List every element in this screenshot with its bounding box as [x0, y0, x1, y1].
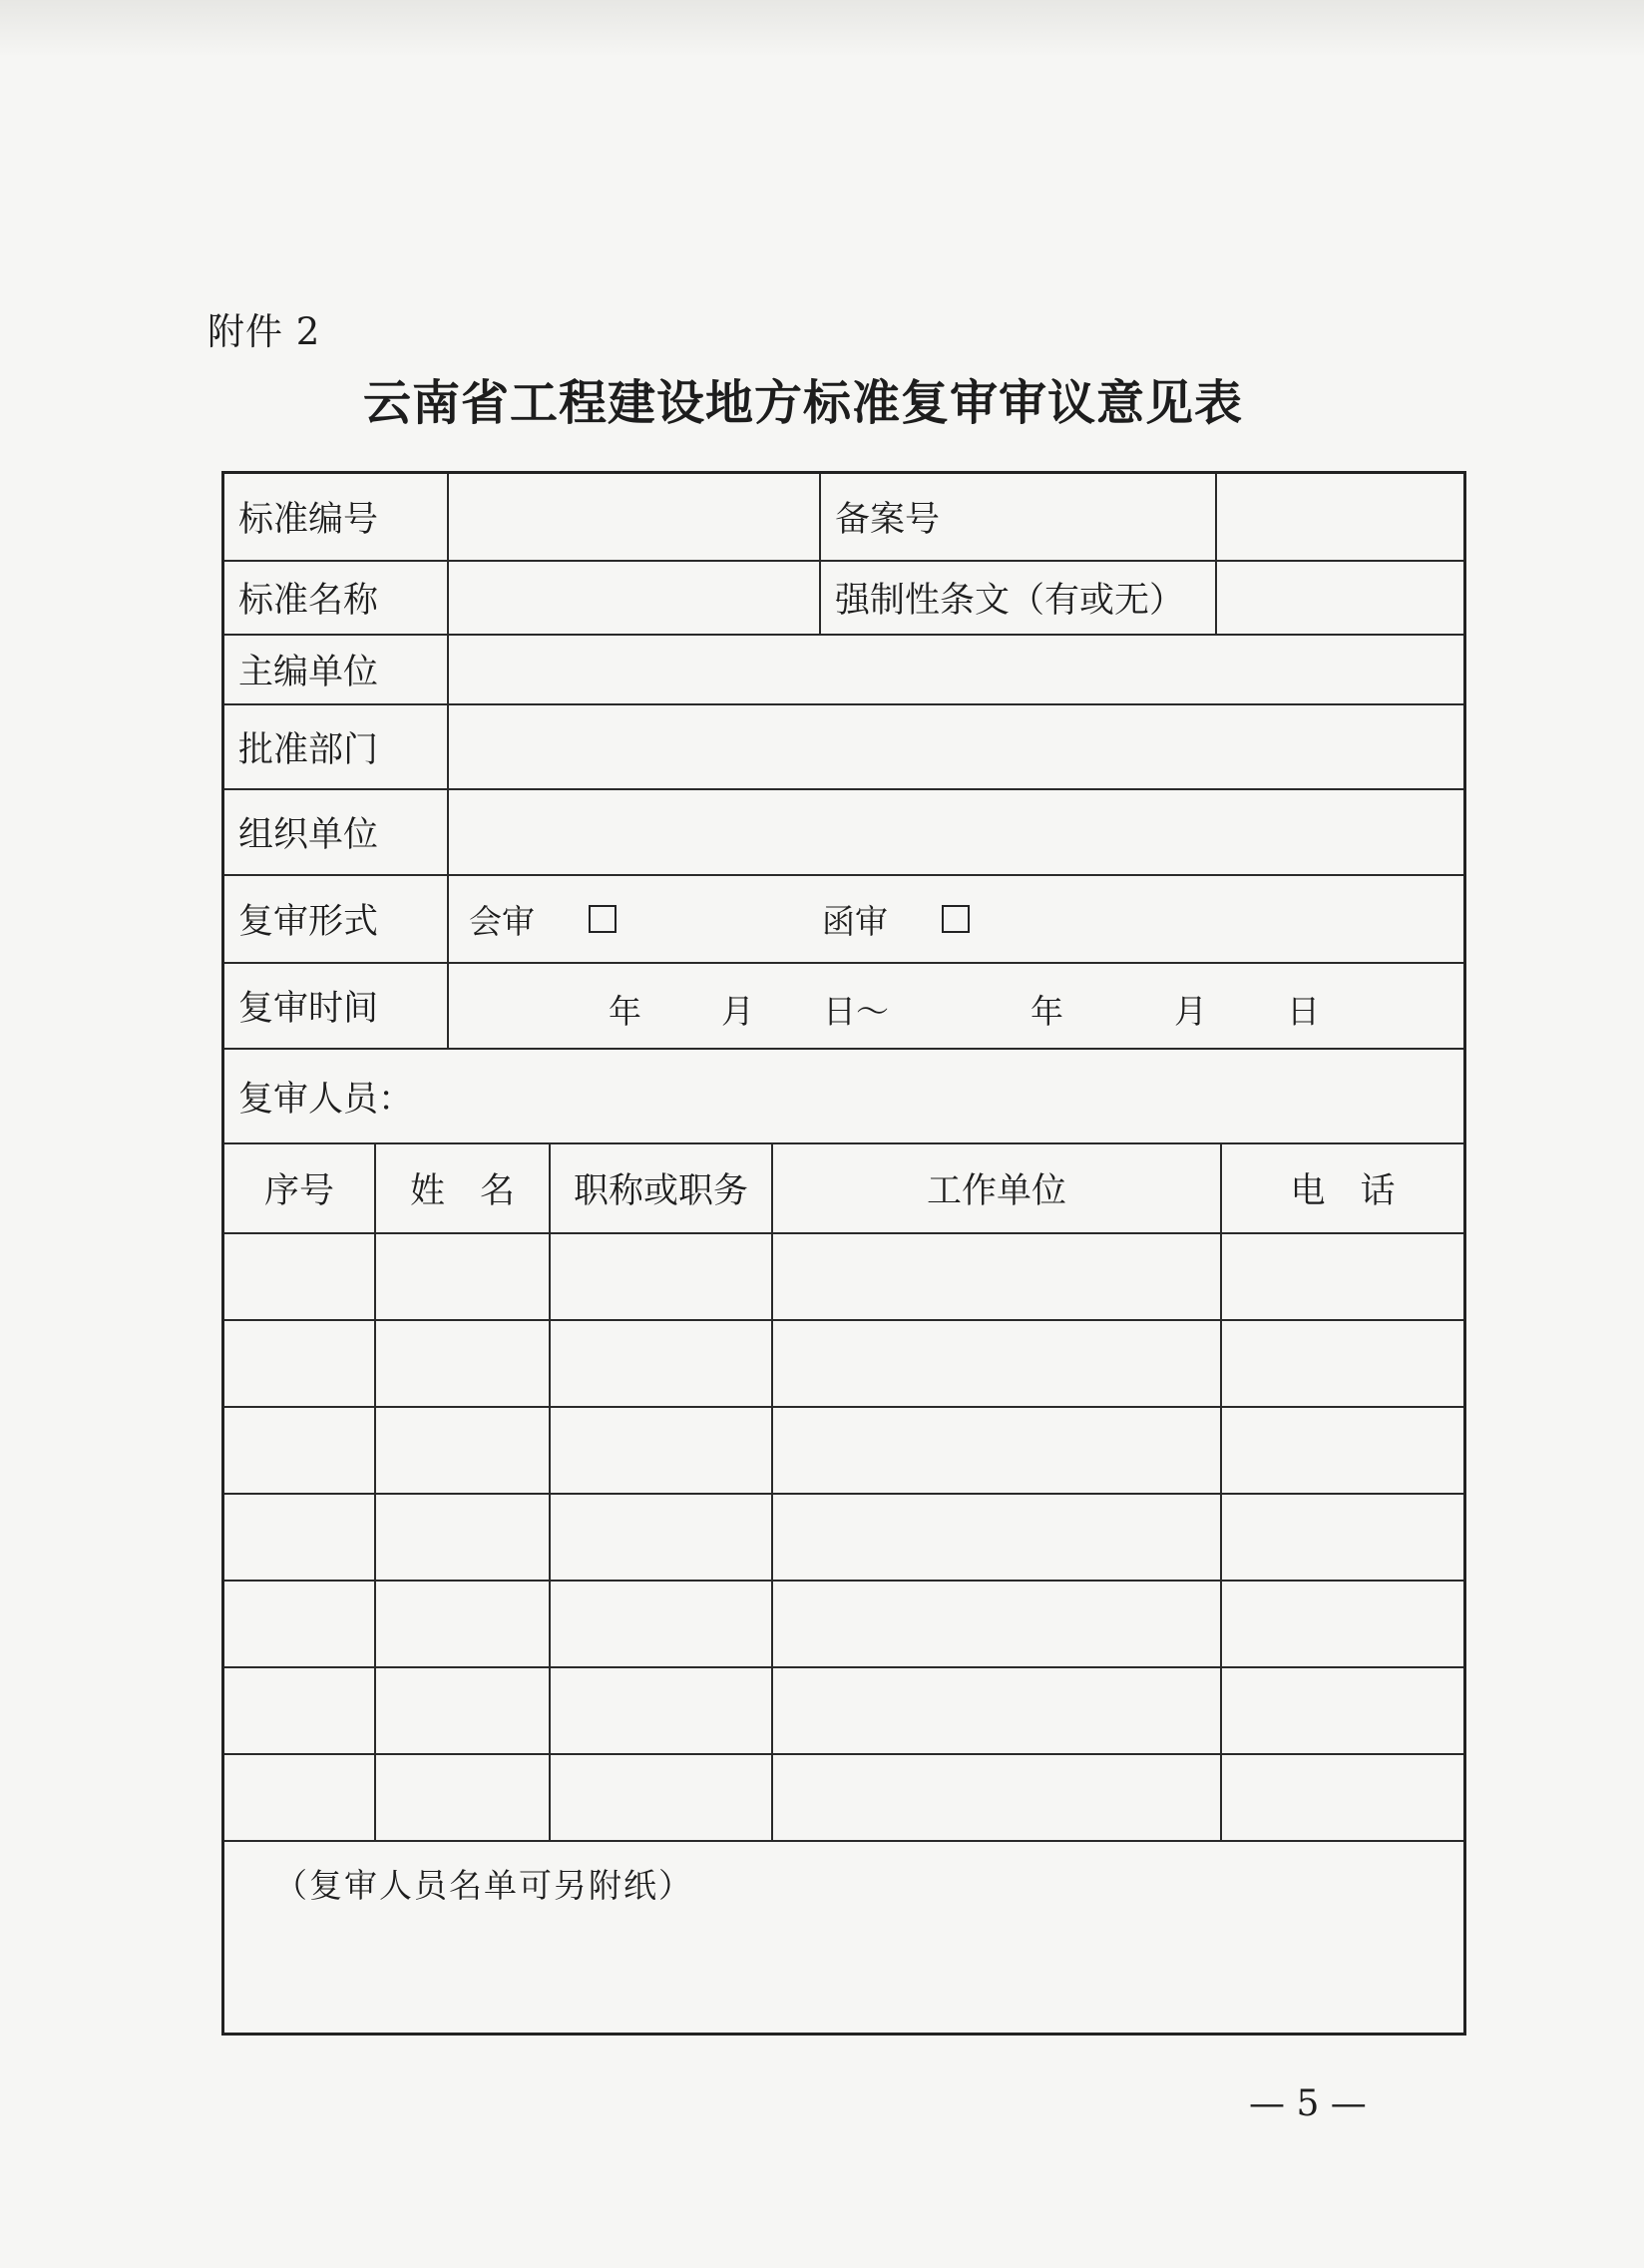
reviewer-row-7-work-unit[interactable]: [773, 1755, 1222, 1842]
reviewer-row-5-serial[interactable]: [224, 1582, 376, 1668]
joint-review-option-label: 会审: [469, 901, 535, 941]
reviewer-row-7-phone[interactable]: [1222, 1755, 1463, 1842]
reviewer-row-3-title[interactable]: [551, 1408, 773, 1495]
reviewer-row-4-serial[interactable]: [224, 1495, 376, 1582]
reviewer-row-6-work-unit[interactable]: [773, 1668, 1222, 1755]
record-number-label: 备案号: [821, 474, 1217, 562]
reviewer-row-3-serial[interactable]: [224, 1408, 376, 1495]
reviewer-row-1-serial[interactable]: [224, 1234, 376, 1321]
standard-name-label: 标准名称: [224, 562, 449, 636]
reviewer-row-3-work-unit[interactable]: [773, 1408, 1222, 1495]
review-form-label: 复审形式: [224, 876, 449, 964]
document-title: 云南省工程建设地方标准复审审议意见表: [363, 375, 1244, 431]
standard-number-label: 标准编号: [224, 474, 449, 562]
end-month-label: 月: [1174, 992, 1207, 1031]
reviewer-row-4-work-unit[interactable]: [773, 1495, 1222, 1582]
reviewer-row-1-title[interactable]: [551, 1234, 773, 1321]
joint-review-checkbox[interactable]: [589, 905, 616, 933]
review-time-label: 复审时间: [224, 964, 449, 1050]
reviewer-row-3-name[interactable]: [376, 1408, 551, 1495]
serial-number-header: 序号: [224, 1144, 376, 1234]
standard-name-field[interactable]: [449, 562, 821, 636]
review-opinion-form: [221, 471, 1466, 2036]
reviewer-row-7-name[interactable]: [376, 1755, 551, 1842]
reviewer-row-7-serial[interactable]: [224, 1755, 376, 1842]
end-day-label: 日: [1287, 992, 1320, 1031]
letter-review-checkbox[interactable]: [942, 905, 970, 933]
record-number-field[interactable]: [1217, 474, 1463, 562]
reviewer-row-3-phone[interactable]: [1222, 1408, 1463, 1495]
mandatory-clause-field[interactable]: [1217, 562, 1463, 636]
reviewer-row-2-serial[interactable]: [224, 1321, 376, 1408]
approval-department-label: 批准部门: [224, 705, 449, 790]
organizer-field[interactable]: [449, 790, 1463, 876]
start-year-label: 年: [609, 992, 641, 1031]
reviewer-row-2-name[interactable]: [376, 1321, 551, 1408]
letter-review-option-label: 函审: [822, 901, 888, 941]
chief-editor-label: 主编单位: [224, 636, 449, 705]
reviewer-row-6-serial[interactable]: [224, 1668, 376, 1755]
standard-number-field[interactable]: [449, 474, 821, 562]
start-month-label: 月: [721, 992, 754, 1031]
start-day-label: 日～: [823, 992, 889, 1031]
chief-editor-field[interactable]: [449, 636, 1463, 705]
reviewer-row-1-name[interactable]: [376, 1234, 551, 1321]
attachment-label: 附件 2: [207, 310, 321, 353]
phone-header: 电 话: [1222, 1144, 1463, 1234]
reviewer-row-1-work-unit[interactable]: [773, 1234, 1222, 1321]
page-number: — 5 —: [1249, 2083, 1367, 2124]
reviewer-row-2-title[interactable]: [551, 1321, 773, 1408]
reviewer-row-4-phone[interactable]: [1222, 1495, 1463, 1582]
reviewer-row-1-phone[interactable]: [1222, 1234, 1463, 1321]
reviewer-row-7-title[interactable]: [551, 1755, 773, 1842]
end-year-label: 年: [1030, 992, 1063, 1031]
approval-department-field[interactable]: [449, 705, 1463, 790]
reviewer-row-5-phone[interactable]: [1222, 1582, 1463, 1668]
reviewer-row-2-phone[interactable]: [1222, 1321, 1463, 1408]
reviewers-note: （复审人员名单可另附纸）: [274, 1866, 693, 1905]
reviewer-row-6-title[interactable]: [551, 1668, 773, 1755]
reviewer-row-6-name[interactable]: [376, 1668, 551, 1755]
reviewer-row-5-title[interactable]: [551, 1582, 773, 1668]
reviewer-row-4-name[interactable]: [376, 1495, 551, 1582]
scan-shadow: [0, 0, 1644, 58]
title-or-position-header: 职称或职务: [551, 1144, 773, 1234]
review-form-options: [449, 876, 1463, 964]
reviewer-row-6-phone[interactable]: [1222, 1668, 1463, 1755]
reviewer-row-2-work-unit[interactable]: [773, 1321, 1222, 1408]
organizer-label: 组织单位: [224, 790, 449, 876]
reviewer-row-5-name[interactable]: [376, 1582, 551, 1668]
reviewers-label: 复审人员：: [224, 1050, 1463, 1144]
reviewer-row-5-work-unit[interactable]: [773, 1582, 1222, 1668]
mandatory-clause-label: 强制性条文（有或无）: [821, 562, 1217, 636]
reviewer-row-4-title[interactable]: [551, 1495, 773, 1582]
review-time-field[interactable]: [449, 964, 1463, 1050]
work-unit-header: 工作单位: [773, 1144, 1222, 1234]
reviewers-note-area: [224, 1842, 1463, 2033]
name-header: 姓 名: [376, 1144, 551, 1234]
